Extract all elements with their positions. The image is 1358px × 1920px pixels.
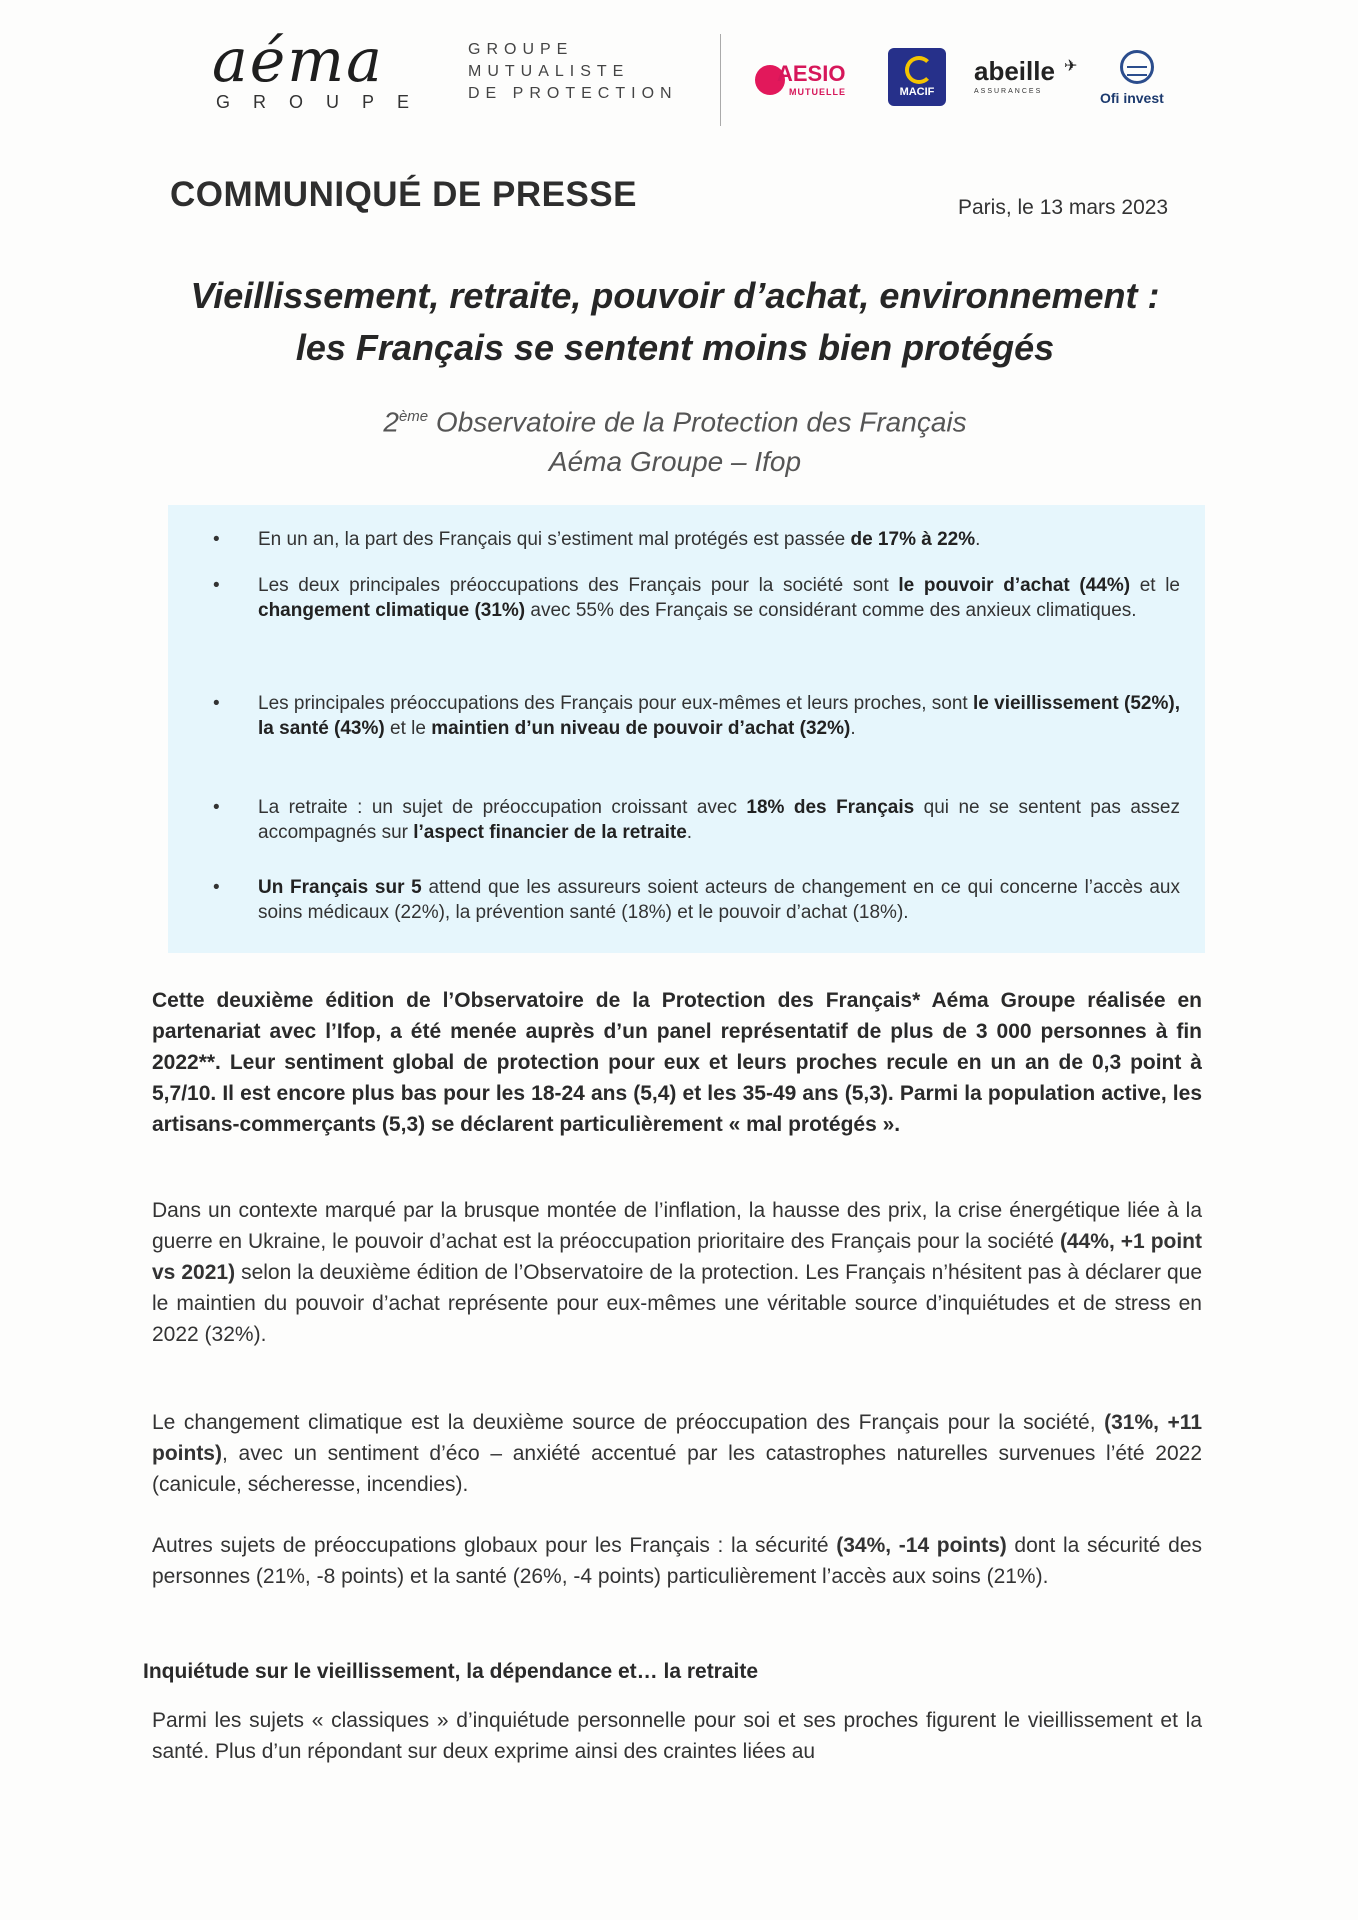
paragraph-security — [152, 1530, 1202, 1592]
section-title-aging: Inquiétude sur le vieillissement, la dépendance et… la retraite — [143, 1660, 759, 1683]
text-bold: le pouvoir d’achat (44%) — [898, 575, 1131, 596]
text-bold: maintien d’un niveau de pouvoir d’achat (32%) — [431, 718, 851, 739]
text-run: dont la sécurité des personnes (21%, -8 points) et la santé (26%, -4 points) particulièrement l’accès aux soins (21%). — [152, 1534, 1203, 1588]
text-bold: de 17% à 22% — [850, 529, 976, 550]
key-point-text — [258, 691, 1180, 741]
aesio-logo — [755, 59, 865, 103]
header-divider — [720, 34, 721, 126]
text-run: Autres sujets de préoccupations globaux pour les Français : la sécurité — [152, 1534, 837, 1557]
headline-line-2: les Français se sentent moins bien protégés — [295, 327, 1055, 368]
text-run: avec 55% des Français se considérant comme des anxieux climatiques. — [525, 600, 1137, 621]
sub-ordinal: 2 — [383, 406, 399, 438]
macif-name: MACIF — [899, 86, 935, 98]
group-tagline — [468, 39, 678, 105]
key-point-text — [258, 875, 1180, 925]
tagline-line-3: DE PROTECTION — [468, 85, 678, 102]
text-run: attend que les assureurs soient acteurs de changement en ce qui concerne l’accès aux soins médicaux (22%), la prévention santé (18%) et le pouvoir d’achat (18%). — [258, 877, 1180, 923]
key-point-text — [258, 795, 1180, 845]
text-bold: Un Français sur 5 — [258, 877, 422, 898]
aema-groupe-logo — [200, 26, 433, 114]
aesio-name: AESIO — [777, 61, 846, 86]
abeille-name: abeille — [974, 56, 1055, 86]
text-run: qui ne se sentent pas assez accompagnés sur — [258, 797, 1180, 843]
ofi-invest-logo — [1098, 50, 1188, 114]
text-run: Les deux principales préoccupations des Français pour la société sont — [258, 575, 899, 596]
text-bold: l’aspect financier de la retraite — [413, 822, 687, 843]
text-run: . — [686, 822, 693, 843]
subheadline-line-1 — [100, 397, 1250, 442]
text-bold: changement climatique (31%) — [258, 600, 526, 621]
text-run: . — [850, 718, 856, 739]
sub-line-1-rest: Observatoire de la Protection des Français — [428, 406, 967, 438]
text-bold: 18% des Français — [746, 797, 915, 818]
key-points-box — [168, 505, 1205, 953]
macif-mark-icon — [905, 56, 933, 84]
text-bold: (44%, +1 point vs 2021) — [152, 1230, 1202, 1284]
text-run: En un an, la part des Français qui s’estiment mal protégés est passée — [258, 529, 851, 550]
headline-line-1: Vieillissement, retraite, pouvoir d’achat, environnement : — [190, 275, 1160, 316]
aesio-sub: MUTUELLE — [789, 87, 846, 97]
bullet-icon: • — [213, 797, 220, 818]
aema-logo-word: aéma — [212, 26, 384, 96]
headline — [100, 270, 1250, 374]
text-run: La retraite : un sujet de préoccupation croissant avec — [258, 797, 747, 818]
key-point-text — [258, 573, 1180, 623]
subheadline-line-2: Aéma Groupe – Ifop — [548, 446, 802, 478]
bullet-icon: • — [213, 529, 220, 550]
text-run: et le — [384, 718, 432, 739]
tagline-line-2: MUTUALISTE — [468, 63, 630, 80]
text-bold: le vieillissement (52%), la santé (43%) — [258, 693, 1180, 739]
bullet-icon: • — [213, 575, 220, 596]
lead-paragraph: Cette deuxième édition de l’Observatoire de la Protection des Français* Aéma Groupe réalisée en partenariat avec l’Ifop, a été menée auprès d’un panel représentatif de plus de 3 000 personnes à fin 2022**. Leur sentiment global de protection pour eux et leurs proches recule en un an de 0,3 point à 5,7/10. Il est encore plus bas pour les 18-24 ans (5,4) et les 35-49 ans (5,3). Parmi la population active, les artisans-commerçants (5,3) se déclarent particulièrement « mal protégés ». — [152, 989, 1202, 1136]
bee-icon: ✈ — [1064, 58, 1078, 75]
document-date: Paris, le 13 mars 2023 — [958, 196, 1169, 219]
document-title: COMMUNIQUÉ DE PRESSE — [170, 175, 637, 214]
macif-logo — [888, 48, 946, 106]
key-point-text — [258, 527, 1180, 552]
text-run: Dans un contexte marqué par la brusque montée de l’inflation, la hausse des prix, la crise énergétique liée à la guerre en Ukraine, le pouvoir d’achat est la préoccupation prioritaire des Français pour la société — [152, 1199, 1202, 1253]
paragraph-purchasing-power — [152, 1195, 1202, 1350]
text-bold: (34%, -14 points) — [836, 1534, 1007, 1557]
abeille-logo — [974, 56, 1084, 106]
ofi-globe-icon — [1120, 50, 1154, 84]
text-run: Les principales préoccupations des Français pour eux-mêmes et leurs proches, sont — [258, 693, 973, 714]
text-run: selon la deuxième édition de l’Observatoire de la protection. Les Français n’hésitent pas à déclarer que le maintien du pouvoir d’achat représente pour eux-mêmes une véritable source d’inquiétudes et de stress en 2022 (32%). — [152, 1261, 1202, 1346]
bullet-icon: • — [213, 693, 220, 714]
text-run: et le — [1130, 575, 1180, 596]
subheadline — [100, 397, 1250, 482]
sub-superscript: ème — [398, 408, 429, 425]
paragraph-climate — [152, 1407, 1202, 1500]
aema-logo-sub: GROUPE — [216, 92, 433, 112]
tagline-line-1: GROUPE — [468, 41, 574, 58]
text-bold: (31%, +11 points) — [152, 1411, 1203, 1465]
text-run: Le changement climatique est la deuxième source de préoccupation des Français pour la société, — [152, 1411, 1105, 1434]
paragraph-aging: Parmi les sujets « classiques » d’inquiétude personnelle pour soi et ses proches figurent le vieillissement et la santé. Plus d’un répondant sur deux exprime ainsi des craintes liées au — [152, 1709, 1202, 1763]
text-run: . — [975, 529, 981, 550]
bullet-icon: • — [213, 877, 220, 898]
header-logos — [200, 26, 1200, 134]
text-run: , avec un sentiment d’éco – anxiété accentué par les catastrophes naturelles survenues l’été 2022 (canicule, sécheresse, incendies). — [152, 1442, 1202, 1496]
ofi-name: Ofi invest — [1100, 90, 1164, 106]
abeille-sub: ASSURANCES — [974, 88, 1043, 95]
